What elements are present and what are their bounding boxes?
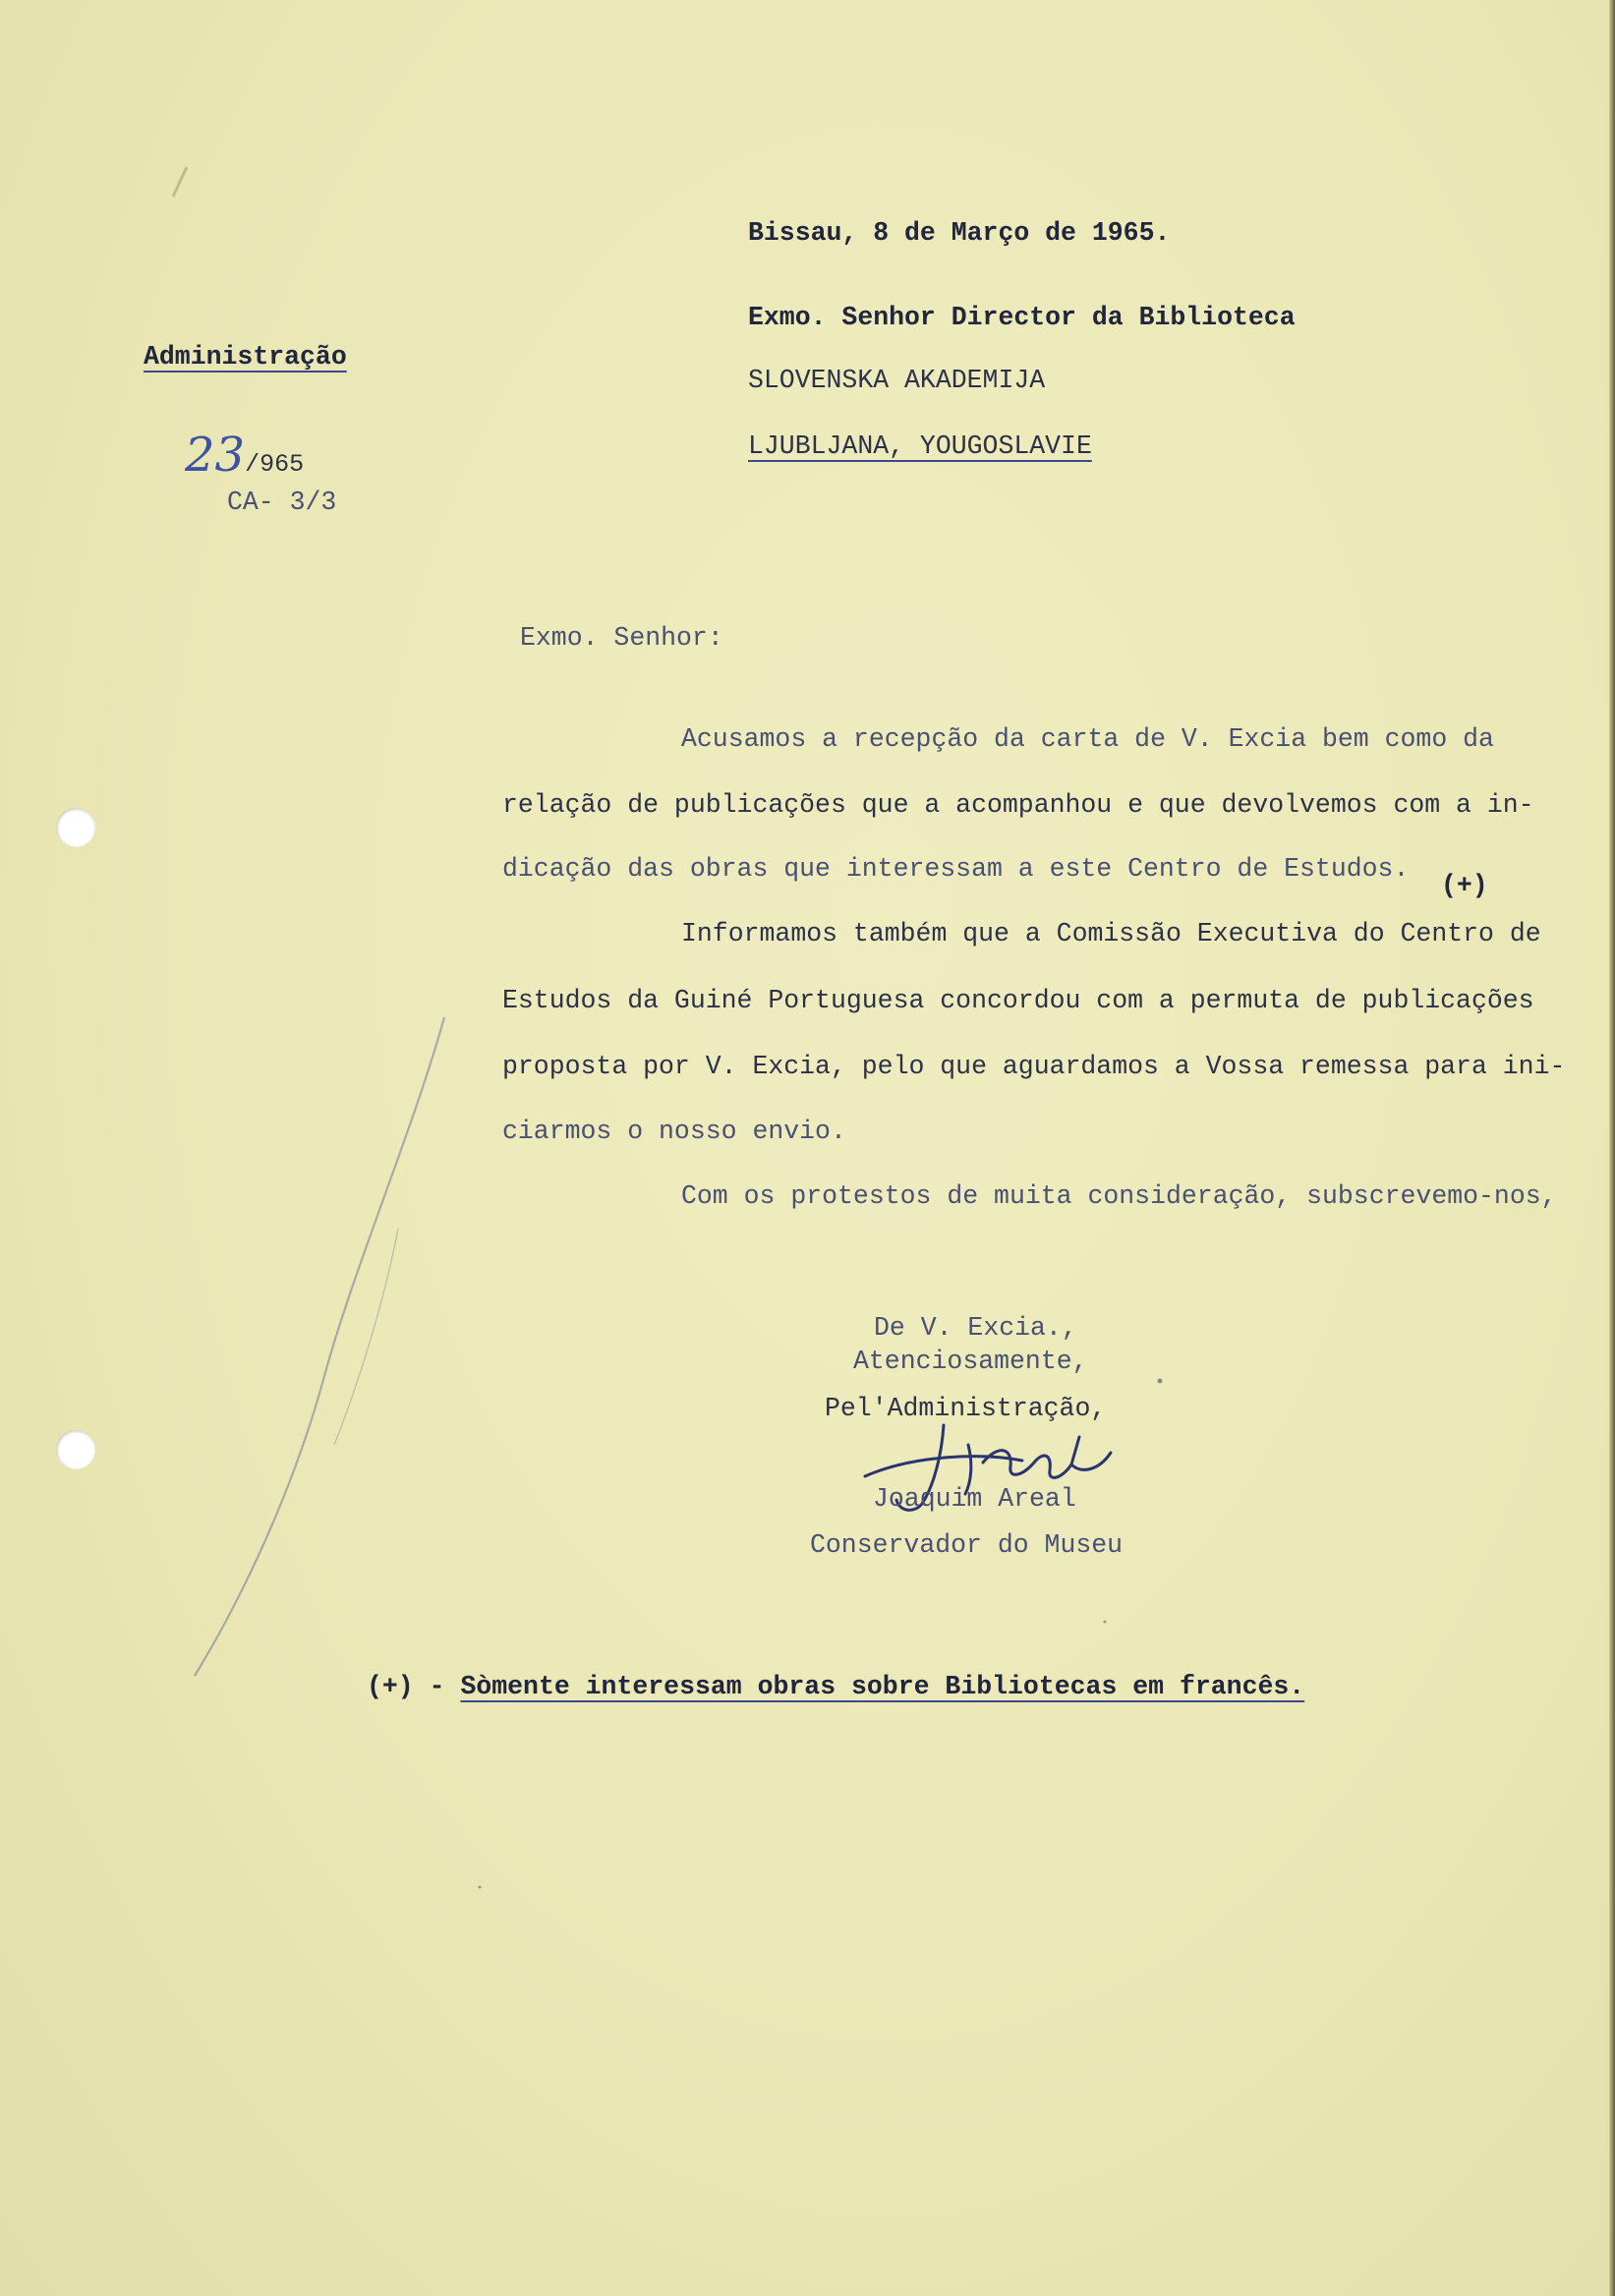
body-line: dicação das obras que interessam a este Centro de Estudos. [502, 854, 1410, 884]
ink-speck [1158, 1379, 1163, 1384]
closing-line-1: De V. Excia., [874, 1313, 1077, 1343]
footnote-dash-char: - [429, 1672, 445, 1701]
footnote-marker: (+) [367, 1672, 414, 1701]
footnote-text: Sòmente interessam obras sobre Bibliotecas em francês. [460, 1672, 1305, 1701]
body-footnote-marker: (+) [1441, 871, 1488, 900]
pencil-stroke [195, 1017, 444, 1676]
closing-line-3: Pel'Administração, [825, 1394, 1107, 1423]
ink-speck [1104, 1621, 1107, 1624]
punch-hole-bottom [56, 1430, 95, 1469]
body-line: ciarmos o nosso envio. [502, 1117, 846, 1146]
recipient-line-2: SLOVENSKA AKADEMIJA [748, 366, 1046, 395]
ink-speck [479, 1886, 482, 1889]
body-line: relação de publicações que a acompanhou e que devolvemos com a in- [502, 790, 1534, 820]
fold-mark [173, 167, 187, 197]
closing-line-2: Atenciosamente, [853, 1347, 1088, 1376]
footnote [351, 1654, 1304, 1719]
reference-number [169, 413, 304, 497]
signatory-title: Conservador do Museu [810, 1530, 1124, 1560]
body-line: Estudos da Guiné Portuguesa concordou com a permuta de publicações [502, 986, 1534, 1015]
salutation: Exmo. Senhor: [520, 623, 723, 653]
signatory-name: Joaquim Areal [873, 1484, 1076, 1514]
recipient-line-3: LJUBLJANA, YOUGOSLAVIE [748, 431, 1092, 461]
recipient-line-1: Exmo. Senhor Director da Biblioteca [748, 303, 1296, 332]
body-line: Acusamos a recepção da carta de V. Excia bem como da [681, 724, 1494, 754]
body-line: Informamos também que a Comissão Executiva do Centro de [681, 919, 1541, 948]
body-line: proposta por V. Excia, pelo que aguardamos a Vossa remessa para ini- [502, 1052, 1566, 1081]
pencil-stroke-2 [334, 1229, 398, 1445]
reference-number-handwritten: 23 [185, 428, 246, 483]
place-date: Bissau, 8 de Março de 1965. [748, 218, 1171, 248]
reference-number-typed: /965 [245, 450, 305, 479]
footnote-dash [414, 1672, 461, 1701]
body-line: Com os protestos de muita consideração, subscrevemo-nos, [681, 1181, 1557, 1211]
reference-code: CA- 3/3 [227, 488, 337, 517]
punch-hole-top [56, 808, 95, 847]
department-label: Administração [144, 342, 347, 372]
